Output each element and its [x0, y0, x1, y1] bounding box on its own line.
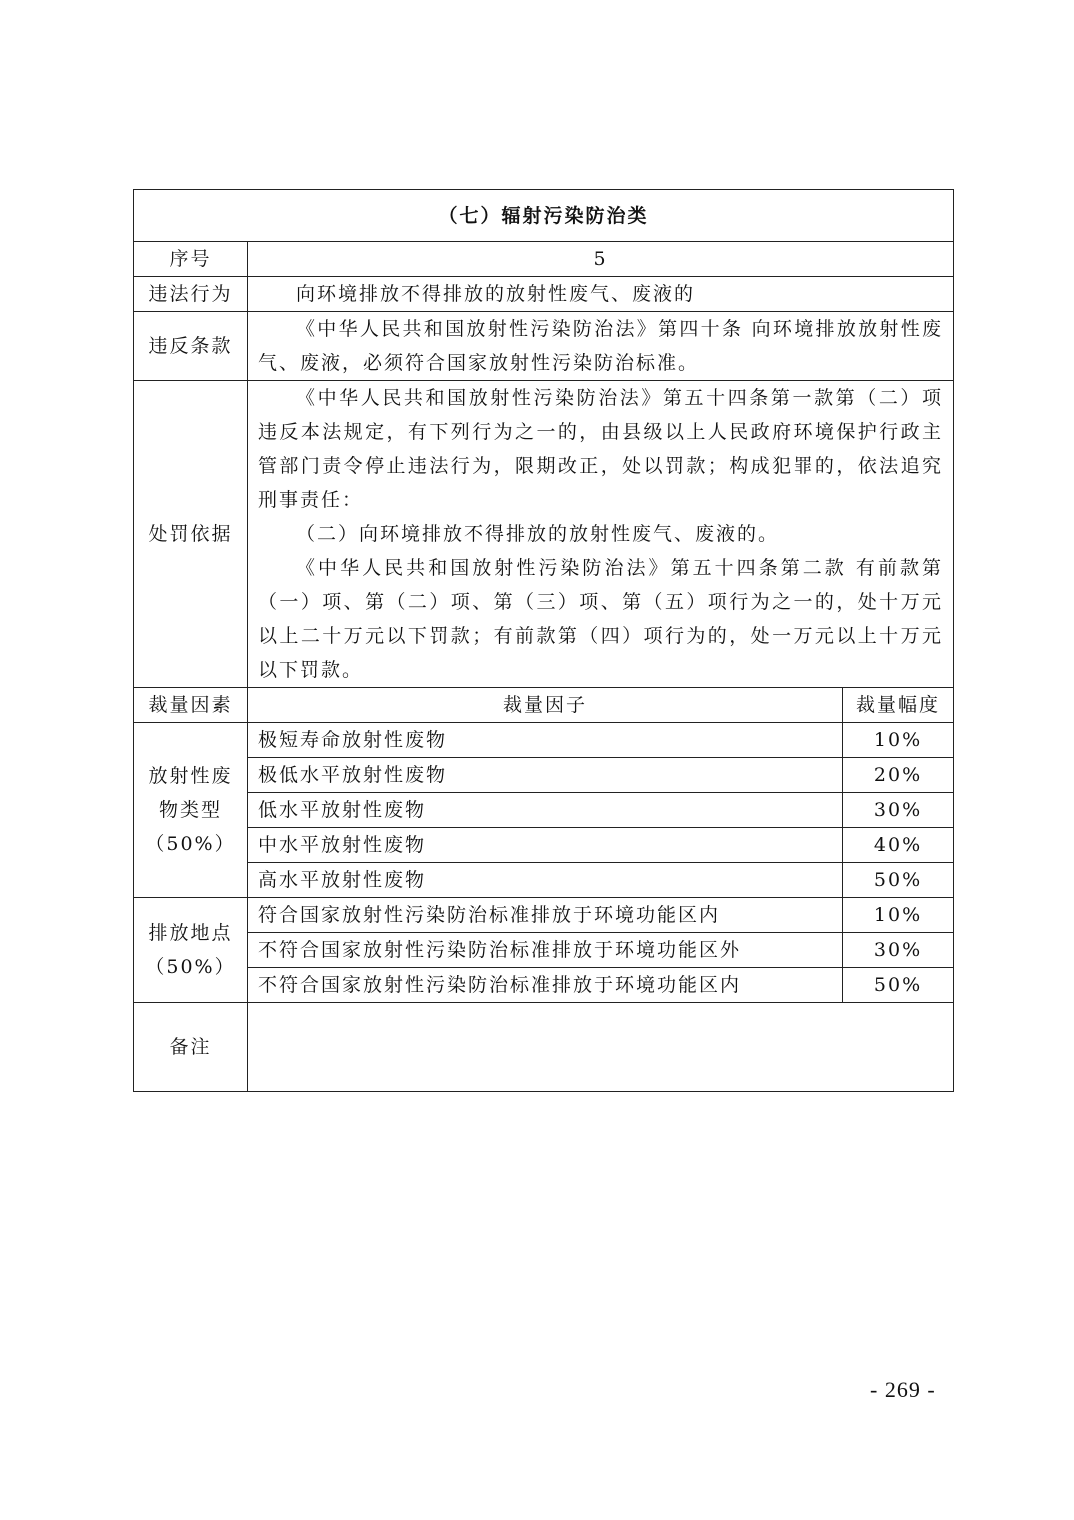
group-label-waste-type: [134, 723, 248, 898]
penalty-cell: [248, 381, 954, 688]
table-row: [134, 863, 954, 898]
table-title: （七）辐射污染防治类: [134, 190, 954, 242]
factor-range: 30%: [843, 793, 954, 828]
factor-range: 20%: [843, 758, 954, 793]
header-item: 裁量因子: [248, 688, 843, 723]
factor-name: 低水平放射性废物: [248, 793, 843, 828]
penalty-row: [134, 381, 954, 688]
remarks-value: [248, 1003, 954, 1092]
group-label-line: （50%）: [145, 833, 236, 855]
serial-value: 5: [248, 242, 954, 277]
remarks-label: 备注: [134, 1003, 248, 1092]
group-label-discharge-location: [134, 898, 248, 1003]
violation-cell: [248, 277, 954, 312]
table-row: [134, 828, 954, 863]
penalty-paragraph: 《中华人民共和国放射性污染防治法》第五十四条第一款第（二）项 违反本法规定，有下列行为之一的，由县级以上人民政府环境保护行政主管部门责令停止违法行为，限期改正，处以罚款；构成犯罪的，依法追究刑事责任：: [258, 387, 944, 511]
page-number: - 269 -: [870, 1377, 936, 1402]
factor-name: 高水平放射性废物: [248, 863, 843, 898]
serial-row: [134, 242, 954, 277]
table-row: [134, 898, 954, 933]
header-range: 裁量幅度: [843, 688, 954, 723]
group-label-line: 放射性废: [148, 765, 233, 787]
clause-row: [134, 312, 954, 381]
group-label-line: 物类型: [158, 799, 222, 821]
factor-name: 符合国家放射性污染防治标准排放于环境功能区内: [248, 898, 843, 933]
table-row: [134, 968, 954, 1003]
factor-name: 中水平放射性废物: [248, 828, 843, 863]
clause-cell: [248, 312, 954, 381]
factor-name: 不符合国家放射性污染防治标准排放于环境功能区内: [248, 968, 843, 1003]
header-factor: 裁量因素: [134, 688, 248, 723]
clause-label: 违反条款: [134, 312, 248, 381]
group-label-line: （50%）: [145, 956, 236, 978]
penalty-discretion-table: [133, 189, 954, 1092]
remarks-row: [134, 1003, 954, 1092]
serial-label: 序号: [134, 242, 248, 277]
violation-label: 违法行为: [134, 277, 248, 312]
violation-row: [134, 277, 954, 312]
table-row: [134, 933, 954, 968]
factor-name: 不符合国家放射性污染防治标准排放于环境功能区外: [248, 933, 843, 968]
factor-range: 10%: [843, 723, 954, 758]
factor-name: 极短寿命放射性废物: [248, 723, 843, 758]
factor-range: 10%: [843, 898, 954, 933]
table-row: [134, 723, 954, 758]
clause-value: 《中华人民共和国放射性污染防治法》第四十条 向环境排放放射性废气、废液，必须符合国家放射性污染防治标准。: [258, 318, 944, 374]
factor-range: 40%: [843, 828, 954, 863]
violation-value: 向环境排放不得排放的放射性废气、废液的: [296, 283, 696, 305]
factor-name: 极低水平放射性废物: [248, 758, 843, 793]
discretion-header-row: [134, 688, 954, 723]
penalty-label: 处罚依据: [134, 381, 248, 688]
factor-range: 50%: [843, 863, 954, 898]
penalty-paragraph: 《中华人民共和国放射性污染防治法》第五十四条第二款 有前款第（一）项、第（二）项、第（三）项、第（五）项行为之一的，处十万元以上二十万元以下罚款；有前款第（四）项行为的，处一万元以上十万元以下罚款。: [258, 557, 944, 681]
table-row: [134, 793, 954, 828]
penalty-paragraph: （二）向环境排放不得排放的放射性废气、废液的。: [296, 523, 780, 545]
group-label-line: 排放地点: [148, 922, 233, 944]
factor-range: 30%: [843, 933, 954, 968]
factor-range: 50%: [843, 968, 954, 1003]
table-row: [134, 758, 954, 793]
